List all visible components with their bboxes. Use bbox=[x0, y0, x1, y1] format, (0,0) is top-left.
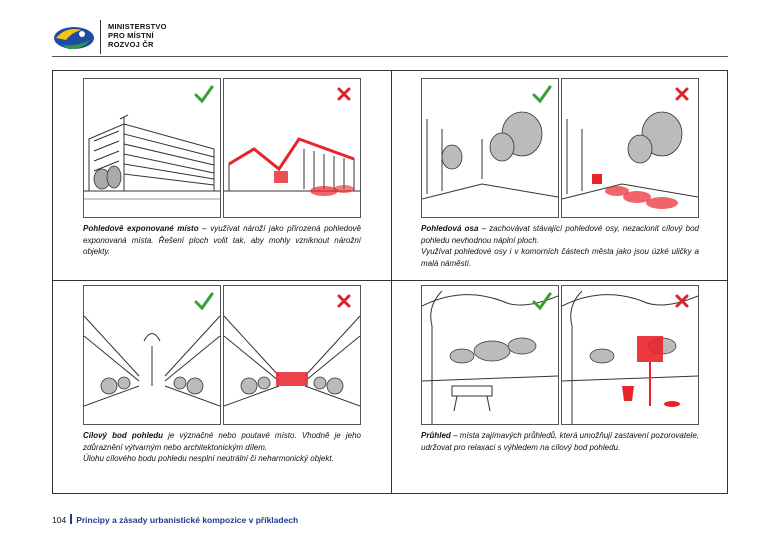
caption-title: Pohledová osa bbox=[421, 224, 479, 233]
caption-text: – zachovávat stávající pohledové osy, nezaclonit cílový bod pohledu nevhodnou náplní ploch. bbox=[421, 224, 699, 245]
checkmark-icon bbox=[194, 84, 214, 104]
ministry-line: PRO MÍSTNÍ bbox=[108, 31, 154, 40]
illustration-bad bbox=[561, 285, 699, 425]
caption-title: Průhled bbox=[421, 431, 451, 440]
caption-extra: Využívat pohledové osy i v komorních částech města jako jsou úzké uličky a malá náměstí. bbox=[421, 247, 699, 268]
checkmark-icon bbox=[194, 291, 214, 311]
caption bbox=[421, 223, 699, 269]
caption-extra: Úlohu cílového bodu pohledu nesplní neutrální či neharmonický objekt. bbox=[83, 454, 334, 463]
panel-view-axis bbox=[392, 71, 729, 280]
ministry-line: ROZVOJ ČR bbox=[108, 40, 154, 49]
logo-divider bbox=[100, 20, 101, 54]
cross-icon bbox=[674, 293, 690, 309]
panel-focal-point bbox=[53, 281, 391, 494]
ministry-line: MINISTERSTVO bbox=[108, 22, 167, 31]
ministry-logo bbox=[52, 22, 96, 52]
caption-title: Pohledově exponované místo bbox=[83, 224, 199, 233]
caption-title: Cílový bod pohledu bbox=[83, 431, 164, 440]
caption bbox=[83, 223, 361, 258]
caption-text: – využívat nároží jako přirozená pohledově exponovaná místa. Řešení ploch volit tak, aby mohly vzniknout nárožní objekty. bbox=[83, 224, 361, 256]
illustration-bad bbox=[223, 78, 361, 218]
panel-vista bbox=[392, 281, 729, 494]
illustration-good bbox=[83, 285, 221, 425]
illustration-good bbox=[421, 78, 559, 218]
publication-title: Principy a zásady urbanistické kompozice v příkladech bbox=[76, 515, 299, 525]
panel-exposed-place bbox=[53, 71, 391, 280]
illustration-good bbox=[83, 78, 221, 218]
cross-icon bbox=[336, 293, 352, 309]
caption-text: – místa zajímavých průhledů, která umožňují zastavení pozorovatele, udržovat pro relaxaci s výhledem na cílový bod pohledu. bbox=[421, 431, 699, 452]
page-number: 104 bbox=[52, 515, 67, 525]
illustration-bad bbox=[223, 285, 361, 425]
header-rule bbox=[52, 56, 728, 57]
checkmark-icon bbox=[532, 291, 552, 311]
caption bbox=[83, 430, 361, 465]
cross-icon bbox=[336, 86, 352, 102]
illustration-bad bbox=[561, 78, 699, 218]
caption-text: je význačné nebo poutavé místo. Vhodně je jeho zdůraznění výtvarným nebo architektonickým dílem. bbox=[83, 431, 361, 452]
caption bbox=[421, 430, 699, 453]
page-footer bbox=[52, 514, 298, 525]
footer-divider bbox=[70, 514, 72, 524]
illustration-good bbox=[421, 285, 559, 425]
cross-icon bbox=[674, 86, 690, 102]
examples-grid bbox=[52, 70, 728, 494]
ministry-name bbox=[108, 22, 167, 49]
checkmark-icon bbox=[532, 84, 552, 104]
